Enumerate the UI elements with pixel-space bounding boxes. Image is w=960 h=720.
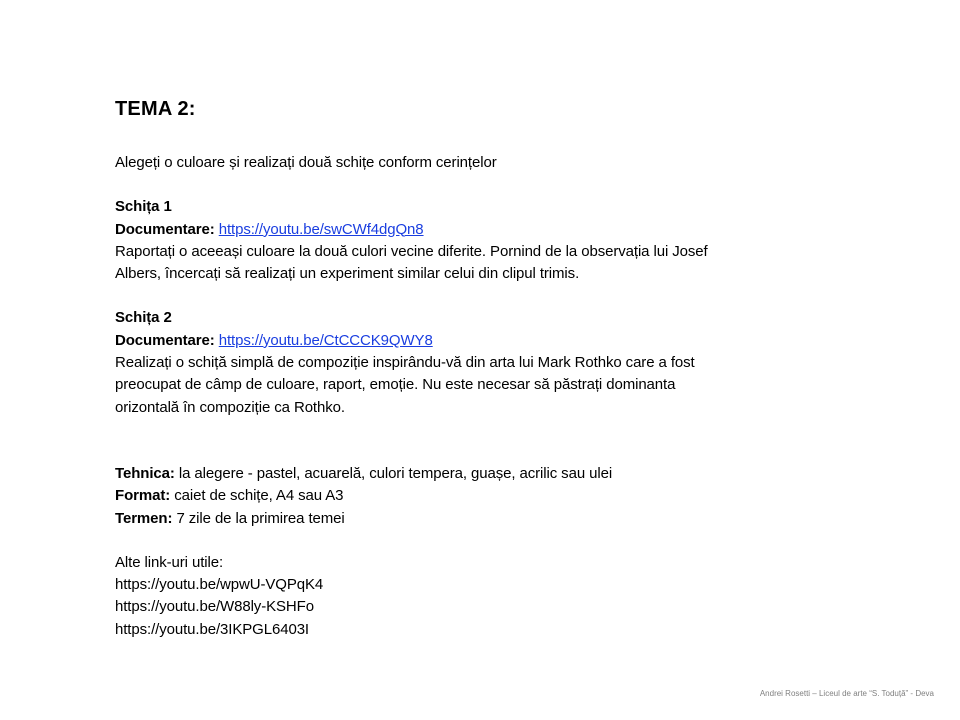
sketch-1-description-line: Raportați o aceeași culoare la două culori vecine diferite. Pornind de la observația lui Josef <box>115 242 708 260</box>
sketch-2-description-line: preocupat de câmp de culoare, raport, emoție. Nu este necesar să păstrați dominanta <box>115 376 676 394</box>
sketch-2-description-line: orizontală în compoziție ca Rothko. <box>115 398 345 416</box>
intro-text: Alegeți o culoare și realizați două schițe conform cerințelor <box>115 154 497 171</box>
format-value: caiet de schițe, A4 sau A3 <box>174 487 344 505</box>
useful-links-section <box>115 552 835 641</box>
format-label: Format: <box>115 487 171 505</box>
sketch-2-section <box>115 307 835 418</box>
requirements-section <box>115 463 835 530</box>
sketch-1-documentation <box>115 219 835 241</box>
sketch-1-heading: Schița 1 <box>115 198 172 216</box>
useful-link: https://youtu.be/3IKPGL6403I <box>115 620 310 638</box>
useful-links-heading: Alte link-uri utile: <box>115 553 224 571</box>
sketch-2-doc-link[interactable]: https://youtu.be/CtCCCK9QWY8 <box>218 331 433 349</box>
slide-content <box>115 96 835 641</box>
slide-title: TEMA 2: <box>115 98 196 120</box>
sketch-2-doc-label: Documentare: <box>115 331 215 349</box>
useful-link: https://youtu.be/wpwU-VQPqK4 <box>115 576 324 594</box>
format-row <box>115 485 835 507</box>
sketch-2-documentation <box>115 330 835 352</box>
useful-link: https://youtu.be/W88ly-KSHFo <box>115 598 314 616</box>
sketch-1-doc-label: Documentare: <box>115 220 215 238</box>
sketch-1-doc-link[interactable]: https://youtu.be/swCWf4dgQn8 <box>218 220 424 238</box>
deadline-row <box>115 508 835 530</box>
sketch-2-description-line: Realizați o schiță simplă de compoziție inspirându-vă din arta lui Mark Rothko care a fost <box>115 354 695 372</box>
slide-footer: Andrei Rosetti – Liceul de arte “S. Toduță” - Deva <box>759 689 934 698</box>
deadline-label: Termen: <box>115 509 173 527</box>
deadline-value: 7 zile de la primirea temei <box>176 509 345 527</box>
sketch-1-section <box>115 196 835 285</box>
technique-value: la alegere - pastel, acuarelă, culori tempera, guașe, acrilic sau ulei <box>178 464 613 482</box>
technique-label: Tehnica: <box>115 464 175 482</box>
technique-row <box>115 463 835 485</box>
sketch-2-heading: Schița 2 <box>115 309 172 327</box>
sketch-1-description-line: Albers, încercați să realizați un experiment similar celui din clipul trimis. <box>115 265 580 283</box>
